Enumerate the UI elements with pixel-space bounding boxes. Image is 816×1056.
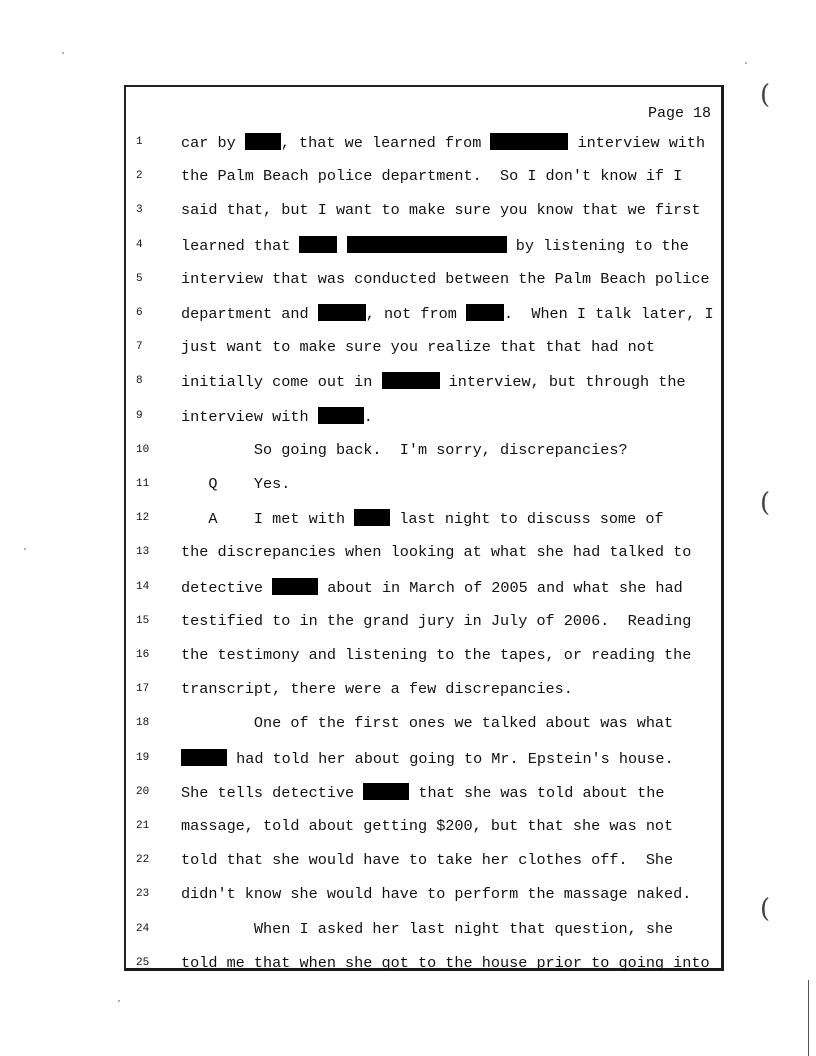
redaction-block — [382, 372, 440, 389]
transcript-line — [181, 646, 691, 664]
redaction-block — [245, 133, 281, 150]
line-number: 10 — [136, 443, 150, 456]
line-text-segment: department and — [181, 305, 318, 323]
transcript-line — [181, 680, 573, 698]
transcript-page — [124, 85, 724, 971]
line-text-segment: car by — [181, 134, 245, 152]
scan-edge-line — [808, 980, 809, 1056]
line-number: 6 — [136, 307, 143, 319]
redaction-block — [347, 236, 507, 253]
transcript-line — [181, 167, 682, 185]
line-text-segment: . When I talk later, I — [503, 305, 714, 323]
transcript-line — [181, 133, 705, 152]
line-text-segment: massage, told about getting $200, but that she was not — [181, 817, 674, 835]
redaction-block — [318, 407, 364, 424]
line-text-segment: So going back. I'm sorry, discrepancies? — [181, 440, 628, 459]
line-number: 8 — [136, 375, 143, 388]
transcript-line — [181, 372, 686, 391]
line-number: 12 — [136, 512, 150, 525]
line-text-segment: the discrepancies when looking at what she had talked to — [181, 543, 692, 562]
transcript-line — [181, 201, 701, 219]
line-number: 7 — [136, 341, 143, 354]
line-number: 17 — [136, 683, 150, 696]
line-text-segment: interview with — [568, 134, 706, 152]
line-number: 1 — [136, 136, 143, 148]
line-text-segment: , that we learned from — [280, 134, 491, 152]
redaction-block — [299, 236, 337, 253]
redaction-block — [318, 304, 366, 321]
line-number: 21 — [136, 820, 150, 832]
line-number: 4 — [136, 238, 143, 251]
line-text-segment: didn't know she would have to perform the massage naked. — [181, 885, 692, 904]
redaction-block — [363, 783, 409, 800]
line-text-segment: about in March of 2005 and what she had — [318, 578, 683, 597]
line-text-segment: told me that when she got to the house prior to going into — [181, 953, 710, 972]
line-number: 20 — [136, 785, 150, 798]
line-text-segment: learned that — [181, 236, 300, 255]
line-text-segment: Q Yes. — [181, 475, 291, 493]
line-text-segment: testified to in the grand jury in July of 2006. Reading — [181, 611, 692, 630]
page-number: Page 18 — [647, 105, 711, 122]
transcript-line — [181, 441, 628, 459]
transcript-line — [181, 851, 673, 869]
transcript-line — [181, 920, 673, 938]
transcript-line — [181, 817, 673, 835]
redaction-block — [181, 749, 227, 766]
line-number: 18 — [136, 717, 150, 730]
transcript-line — [181, 578, 683, 597]
line-text-segment: the Palm Beach police department. So I don't know if I — [181, 167, 683, 186]
margin-bracket-mark: ( — [760, 488, 771, 518]
line-text-segment: by listening to the — [506, 236, 689, 255]
scan-speck — [24, 548, 26, 550]
margin-bracket-mark: ( — [760, 894, 771, 924]
transcript-line — [181, 885, 691, 903]
line-number: 19 — [136, 751, 150, 764]
line-number: 25 — [136, 956, 150, 969]
line-text-segment: had told her about going to Mr. Epstein's house. — [227, 749, 674, 768]
scan-speck — [62, 52, 64, 54]
line-number: 9 — [136, 409, 143, 422]
transcript-line — [181, 749, 674, 768]
transcript-line — [181, 304, 714, 323]
line-text-segment: the testimony and listening to the tapes, or reading the — [181, 646, 692, 664]
line-number: 3 — [136, 204, 143, 217]
scan-speck — [745, 62, 747, 64]
line-text-segment: When I asked her last night that question, she — [181, 919, 674, 938]
line-number: 22 — [136, 854, 150, 867]
line-text-segment: last night to discuss some of — [390, 510, 664, 529]
margin-bracket-mark: ( — [760, 80, 771, 110]
line-text-segment — [337, 237, 346, 255]
line-text-segment: She tells detective — [181, 783, 364, 802]
line-text-segment: interview with — [181, 407, 318, 426]
line-number: 11 — [136, 478, 150, 490]
line-text-segment: told that she would have to take her clothes off. She — [181, 851, 674, 870]
line-number: 5 — [136, 272, 143, 285]
line-text-segment: A I met with — [181, 510, 355, 529]
transcript-line — [181, 407, 373, 426]
line-text-segment: said that, but I want to make sure you know that we first — [181, 201, 701, 220]
transcript-line — [181, 509, 664, 528]
transcript-line — [181, 475, 290, 493]
line-text-segment: One of the first ones we talked about was what — [181, 714, 674, 733]
redaction-block — [490, 133, 568, 150]
line-number: 23 — [136, 888, 150, 901]
transcript-line — [181, 543, 691, 561]
line-number: 13 — [136, 546, 150, 559]
line-number: 16 — [136, 649, 150, 661]
transcript-line — [181, 783, 664, 802]
redaction-block — [354, 509, 390, 526]
line-text-segment: that she was told about the — [409, 783, 665, 802]
redaction-block — [272, 578, 318, 595]
line-number: 2 — [136, 170, 143, 183]
line-number: 15 — [136, 614, 150, 627]
line-text-segment: initially come out in — [181, 373, 382, 392]
redaction-block — [466, 304, 504, 321]
transcript-line — [181, 338, 655, 356]
transcript-line — [181, 612, 691, 630]
line-text-segment: , not from — [365, 305, 466, 323]
transcript-line — [181, 714, 673, 732]
scan-speck — [118, 1000, 120, 1002]
line-text-segment: . — [363, 407, 373, 426]
line-text-segment: detective — [181, 578, 273, 597]
line-text-segment: just want to make sure you realize that that had not — [181, 338, 655, 357]
line-number: 24 — [136, 922, 150, 935]
transcript-line — [181, 270, 710, 288]
line-number: 14 — [136, 580, 150, 593]
line-text-segment: transcript, there were a few discrepancies. — [181, 680, 573, 699]
transcript-line — [181, 236, 689, 255]
transcript-line — [181, 954, 710, 972]
line-text-segment: interview, but through the — [439, 373, 686, 392]
line-text-segment: interview that was conducted between the Palm Beach police — [181, 269, 710, 288]
